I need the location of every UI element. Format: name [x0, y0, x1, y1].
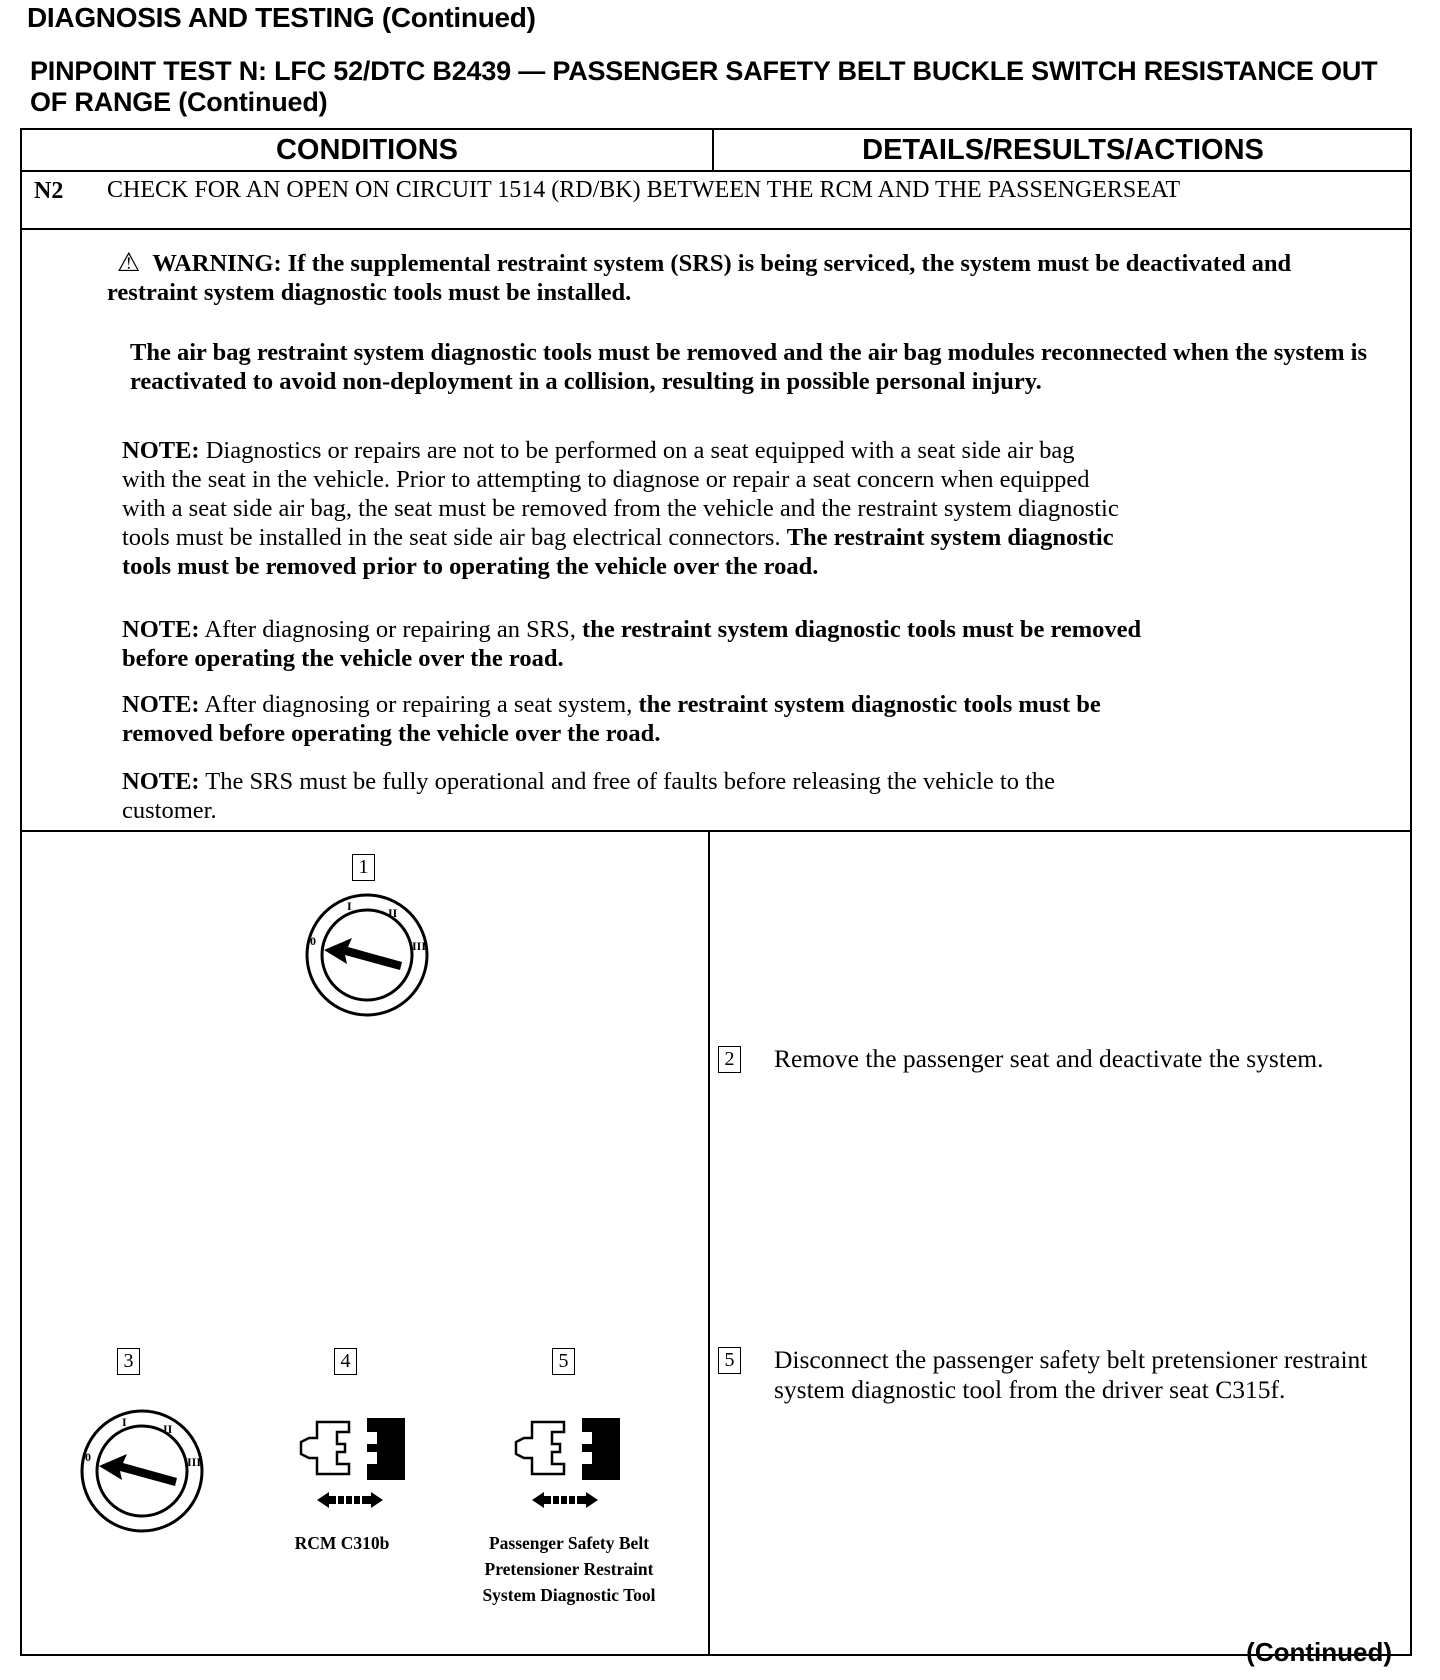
action-remove-seat: Remove the passenger seat and deactivate the system. — [774, 1044, 1324, 1073]
page-title: DIAGNOSIS AND TESTING (Continued) — [27, 2, 536, 33]
warning-followup: The air bag restraint system diagnostic tools must be removed and the air bag modules reconnected when the system is reactivated to avoid non-deployment in a collision, resulting in possible personal injury. — [130, 339, 1367, 395]
caption-rcm-connector: RCM C310b — [294, 1533, 390, 1553]
ignition-label-ii: II — [388, 906, 398, 920]
row-divider — [22, 170, 1410, 172]
warning-body: If the supplemental restraint system (SRS) is being serviced, the system must be deactivated and restraint system diagnostic tools must be installed. — [107, 250, 1292, 306]
step-title: CHECK FOR AN OPEN ON CIRCUIT 1514 (RD/BK) BETWEEN THE RCM AND THE PASSENGERSEAT — [107, 177, 1181, 203]
column-divider — [712, 130, 714, 170]
warning-label: WARNING: — [152, 250, 282, 277]
callout-3: 3 — [117, 1348, 140, 1375]
electrical-connector-icon — [287, 1392, 417, 1512]
ignition-label-ii: II — [163, 1422, 173, 1436]
caption-diagnostic-tool: Passenger Safety Belt Pretensioner Restraint System Diagnostic Tool — [482, 1533, 656, 1605]
row-divider — [22, 228, 1410, 230]
pinpoint-test-title: PINPOINT TEST N: LFC 52/DTC B2439 — PASSENGER SAFETY BELT BUCKLE SWITCH RESISTANCE OUT OF RANGE (Continued) — [30, 56, 1378, 117]
note-srs-operational — [122, 767, 1142, 825]
note-label: NOTE: — [122, 437, 200, 464]
note-text: After diagnosing or repairing an SRS, — [204, 616, 576, 643]
step-id: N2 — [34, 178, 64, 204]
note-seat-side-airbag — [122, 436, 1122, 581]
warning-text — [107, 248, 1337, 307]
ignition-switch-off-icon — [302, 890, 432, 1020]
warning-icon: ⚠ — [117, 248, 141, 277]
note-emphasis: the restraint system diagnostic tools must be removed before operating the vehicle over the road. — [122, 616, 1142, 672]
column-header-details: DETAILS/RESULTS/ACTIONS — [862, 134, 1264, 166]
ignition-label-iii: III — [187, 1455, 202, 1469]
note-emphasis: The restraint system diagnostic tools must be removed prior to operating the vehicle over the road. — [122, 524, 1114, 580]
action-disconnect-tool: Disconnect the passenger safety belt pretensioner restraint system diagnostic tool from the driver seat C315f. — [774, 1345, 1368, 1404]
row-divider — [22, 830, 1410, 832]
note-emphasis: the restraint system diagnostic tools must be removed before operating the vehicle over the road. — [122, 691, 1101, 747]
electrical-connector-icon — [502, 1392, 632, 1512]
note-after-srs — [122, 615, 1142, 673]
callout-5: 5 — [552, 1348, 575, 1375]
continued-label: (Continued) — [1246, 1637, 1392, 1667]
action-callout-5: 5 — [718, 1347, 741, 1374]
note-label: NOTE: — [122, 616, 200, 643]
ignition-label-iii: III — [412, 939, 427, 953]
column-divider — [708, 830, 710, 1656]
ignition-label-0: 0 — [85, 1450, 91, 1464]
note-label: NOTE: — [122, 691, 200, 718]
ignition-label-i: I — [347, 899, 352, 913]
callout-4: 4 — [334, 1348, 357, 1375]
callout-1: 1 — [352, 854, 375, 881]
ignition-label-0: 0 — [310, 934, 316, 948]
column-header-conditions: CONDITIONS — [275, 134, 459, 166]
pinpoint-test-table — [20, 128, 1412, 1656]
action-callout-2: 2 — [718, 1046, 741, 1073]
note-text: The SRS must be fully operational and free of faults before releasing the vehicle to the customer. — [122, 768, 1056, 824]
ignition-switch-off-icon — [77, 1406, 207, 1536]
ignition-label-i: I — [122, 1415, 127, 1429]
note-after-seat — [122, 690, 1132, 748]
note-text: Diagnostics or repairs are not to be performed on a seat equipped with a seat side air bag with the seat in the vehicle. Prior to attempting to diagnose or repair a seat concern when equipped with a seat side air bag, the seat must be removed from the vehicle and the restraint system diagnostic tools must be installed in the seat side air bag electrical connectors. — [122, 437, 1119, 551]
note-label: NOTE: — [122, 768, 200, 795]
note-text: After diagnosing or repairing a seat system, — [204, 691, 633, 718]
